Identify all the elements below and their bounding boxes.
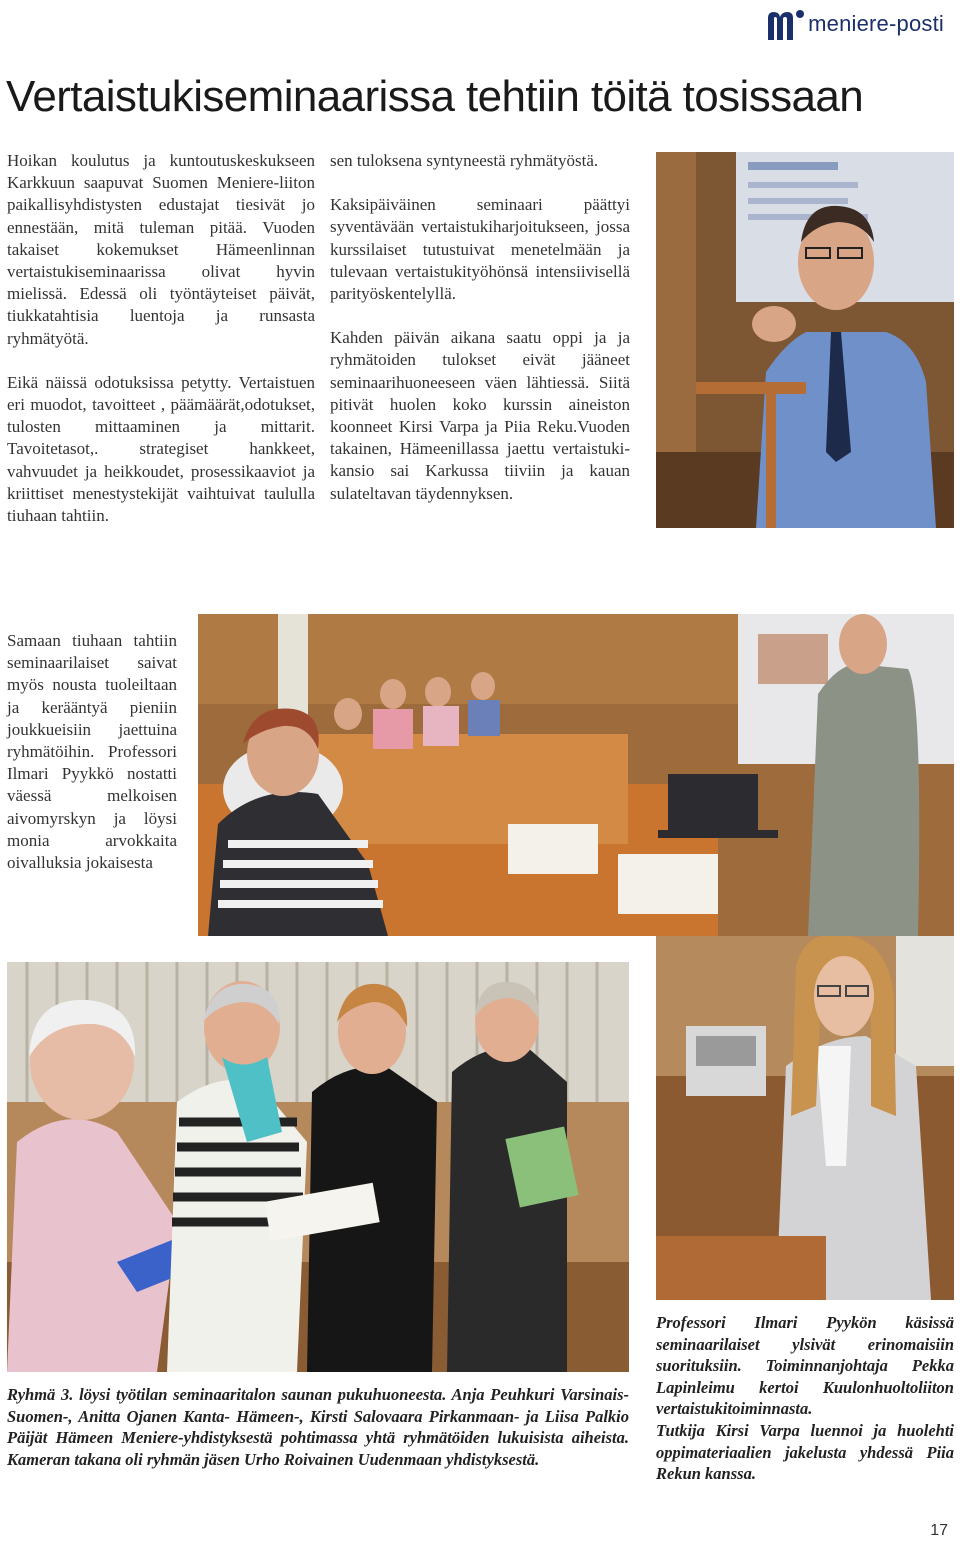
caption-right-photos: [656, 1312, 954, 1485]
article-column-2: [330, 150, 630, 505]
brand: [766, 6, 944, 42]
paragraph: Samaan tiuhaan tahtiin seminaarilaiset saivat myös nousta tuoleiltaan ja kerääntyä pieniin joukkueisiin jaettuina ryhmätöihin. Professori Ilmari Pyykkö nostatti väessä melkoisen aivomyrskyn ja löysi monia arvokkaita oivalluksia jokaisesta: [7, 631, 177, 873]
caption-speakers: Professori Ilmari Pyykön käsissä seminaarilaiset ylsivät erinomaisiin suorituksiin. Toiminnanjohtaja Pekka Lapinleimu kertoi Kuulonhuoltoliiton vertaistukitoiminnasta.: [656, 1313, 954, 1419]
paragraph: sen tuloksena syntyneestä ryhmätyöstä.: [330, 151, 599, 170]
caption-lecturer: Tutkija Kirsi Varpa luennoi ja huolehti oppimateriaalien jakelusta yhdessä Piia Rekun kanssa.: [656, 1420, 954, 1484]
paragraph: Hoikan koulutus ja kuntoutuskeskukseen Karkkuun saapuvat Suomen Meniere-liiton paikallisyhdistysten edustajat tiesivät jo ennestään, mitä tuleman pitää. Vuoden takaiset kokemukset Hämeenlinnan vertaistukiseminaarissa olivat hyvin mielissä. Edessä oli työntäyteiset päivät, tiukkatahtisia luentoja ja runsasta ryhmätyötä.: [7, 151, 315, 348]
photo-speaker-professor: [656, 152, 954, 528]
paragraph: Kahden päivän aikana saatu oppi ja ja ryhmätoiden tulokset eivät jääneet seminaarihuoneeseen väen lähtiessä. Siitä pitivät huolen koko kurssin aineiston koonneet Kirsi Varpa ja Piia Reku.Vuoden takainen, Hämeenillassa jaettu vertaistuki-kansio sai Karkussa tiiviin ja kauan sulateltavan täydennyksen.: [330, 328, 630, 503]
article-column-1: [7, 150, 315, 527]
brand-name: meniere-posti: [808, 11, 944, 36]
caption-group-photo: Ryhmä 3. löysi työtilan seminaaritalon saunan pukuhuoneesta. Anja Peuhkuri Varsinais-Suomen-, Anitta Ojanen Kanta- Hämeen-, Kirsti Salovaara Pirkanmaan- ja Liisa Palkio Päijät Hämeen Meniere-yhdistyksestä pohtimassa yhtä ryhmätöiden lukuisista aiheista. Kameran takana oli ryhmän jäsen Urho Roivainen Uudenmaan yhdistyksestä.: [7, 1385, 629, 1469]
paragraph: Eikä näissä odotuksissa petytty. Vertaistuen eri muodot, tavoitteet , päämäärät,odotukset, tulosten mittaaminen ja mittarit. Tavoitetasot,. strategiset hankkeet, vahvuudet ja heikkoudet, prosessikaaviot ja kriittiset menestystekijät vaihtuivat taululla tiuhaan tahtiin.: [7, 372, 315, 526]
paragraph: Kaksipäiväinen seminaari päättyi syventävään vertaistukiharjoitukseen, jossa kurssilaiset tutustuivat menetelmään ja tulevaan vertaistukityöhönsä intensiivisellä parityöskentelyllä.: [330, 195, 630, 304]
article-column-1-lower: [7, 630, 177, 874]
photo-seminar-room: [198, 614, 954, 936]
photo-group-work: [7, 962, 629, 1372]
page-number: 17: [930, 1522, 948, 1539]
article-title: Vertaistukiseminaarissa tehtiin töitä tosissaan: [6, 72, 864, 121]
meniere-m-logo-icon: [766, 6, 806, 42]
photo-lecturer: [656, 936, 954, 1300]
